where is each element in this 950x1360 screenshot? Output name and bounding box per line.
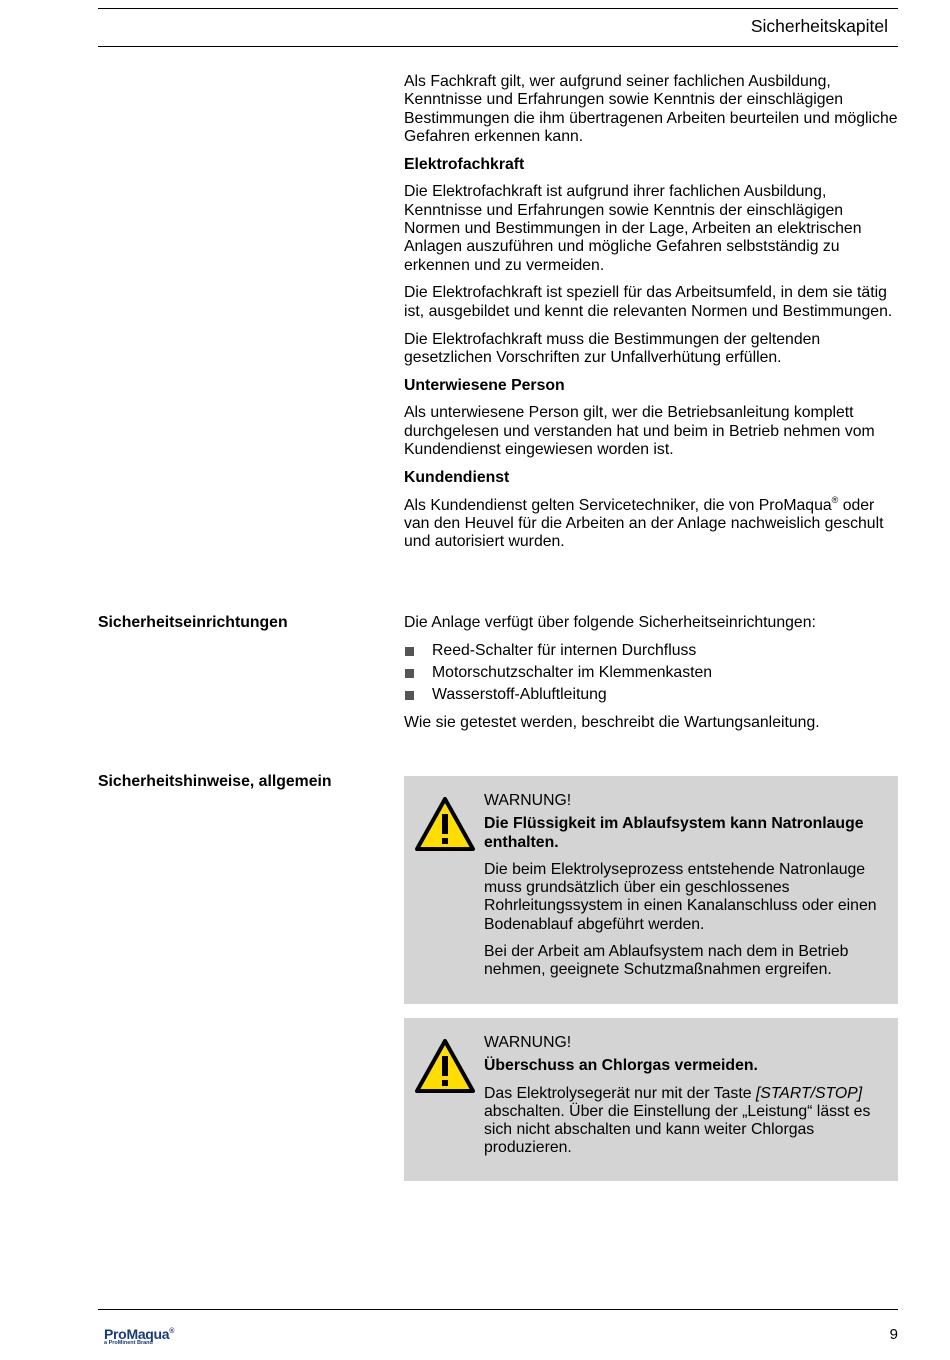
registered-mark: ® (831, 494, 839, 505)
page-number: 9 (889, 1326, 898, 1343)
kundendienst-text-a: Als Kundendienst gelten Servicetechniker, die von ProMaqua (404, 496, 832, 514)
safety-devices-list (404, 642, 898, 705)
logo-maqua: Maqua (126, 1326, 170, 1342)
list-item-label: Motorschutzschalter im Klemmenkasten (432, 664, 713, 682)
unterwiesene-person-heading: Unterwiesene Person (404, 376, 565, 394)
kundendienst-paragraph (404, 494, 898, 552)
unterwiesene-person-paragraph: Als unterwiesene Person gilt, wer die Betriebsanleitung komplett durchgelesen und verstanden hat und beim in Betrieb nehmen vom Kundendienst eingewiesen worden ist. (404, 404, 875, 459)
footer-rule (98, 1309, 898, 1310)
warning-text-a: Das Elektrolysegerät nur mit der Taste (484, 1084, 756, 1102)
warning-signal-word: WARNUNG! (484, 792, 572, 809)
logo-registered: ® (169, 1328, 175, 1335)
warning-triangle-icon (414, 1038, 476, 1094)
square-bullet-icon (405, 691, 414, 700)
warning-paragraph-2: Bei der Arbeit am Ablaufsystem nach dem in Betrieb nehmen, geeignete Schutzmaßnahmen ergreifen. (484, 943, 849, 979)
list-item-label: Wasserstoff-Abluftleitung (432, 686, 607, 704)
warning-headline: Die Flüssigkeit im Ablaufsystem kann Natronlauge enthalten. (484, 815, 864, 851)
square-bullet-icon (405, 669, 414, 678)
list-item (404, 664, 898, 682)
warning-text (484, 1034, 888, 1167)
warning-paragraph-1 (484, 1085, 888, 1158)
qualification-section (404, 73, 898, 561)
warning-triangle-icon (414, 796, 476, 852)
list-item-label: Reed-Schalter für internen Durchfluss (432, 641, 697, 659)
warning-headline: Überschuss an Chlorgas vermeiden. (484, 1057, 758, 1075)
header-rule-top (98, 8, 898, 9)
header-rule-bottom (98, 46, 898, 47)
fachkraft-paragraph: Als Fachkraft gilt, wer aufgrund seiner fachlichen Ausbildung, Kenntnisse und Erfahrungen sowie Kenntnis der einschlägigen Bestimmungen die ihm übertragenen Arbeiten beurteilen und mögliche Gefahren erkennen kann. (404, 73, 898, 145)
warning-paragraph-1: Die beim Elektrolyseprozess entstehende Natronlauge muss grundsätzlich über ein geschlossenes Rohrleitungssystem in einen Kanalanschluss oder einen Bodenablauf abgeführt werden. (484, 860, 877, 933)
square-bullet-icon (405, 647, 414, 656)
warning-box-natronlauge (404, 776, 898, 1004)
elektrofachkraft-paragraph-1: Die Elektrofachkraft ist aufgrund ihrer fachlichen Ausbildung, Kenntnisse und Erfahrungen sowie Kenntnis der einschlägigen Normen und Bestimmungen in der Lage, Arbeiten an elektrischen Anlagen auszuführen und mögliche Gefahren selbstständig zu erkennen und zu vermeiden. (404, 183, 862, 274)
warning-box-chlorgas (404, 1018, 898, 1181)
page-header-title: Sicherheitskapitel (750, 16, 888, 36)
elektrofachkraft-paragraph-2: Die Elektrofachkraft ist speziell für das Arbeitsumfeld, in dem sie tätig ist, ausgebildet und kennt die relevanten Normen und Bestimmungen. (404, 284, 893, 320)
kundendienst-text-b: oder van den Heuvel für die Arbeiten an der Anlage nachweislich geschult und autorisiert wurden. (404, 496, 884, 551)
promaqua-logo (104, 1326, 174, 1346)
safety-devices-outro: Wie sie getestet werden, beschreibt die Wartungsanleitung. (404, 714, 820, 732)
logo-pro: Pro (104, 1326, 127, 1342)
warning-text-b: abschalten. Über die Einstellung der „Leistung“ lässt es sich nicht abschalten und kann weiter Chlorgas produzieren. (484, 1102, 871, 1157)
list-item (404, 686, 898, 704)
safety-devices-section (404, 614, 898, 742)
kundendienst-heading: Kundendienst (404, 468, 510, 486)
sicherheitseinrichtungen-label: Sicherheitseinrichtungen (98, 614, 288, 631)
warning-signal-word: WARNUNG! (484, 1034, 572, 1051)
logo-subline: a ProMinent Brand (104, 1340, 153, 1346)
sicherheitshinweise-label: Sicherheitshinweise, allgemein (98, 773, 332, 790)
list-item (404, 642, 898, 660)
key-start-stop: [START/STOP] (755, 1084, 863, 1102)
elektrofachkraft-heading: Elektrofachkraft (404, 155, 525, 173)
safety-devices-intro: Die Anlage verfügt über folgende Sicherheitseinrichtungen: (404, 614, 816, 631)
elektrofachkraft-paragraph-3: Die Elektrofachkraft muss die Bestimmungen der geltenden gesetzlichen Vorschriften zur Unfallverhütung erfüllen. (404, 330, 821, 366)
warning-text (484, 792, 888, 989)
